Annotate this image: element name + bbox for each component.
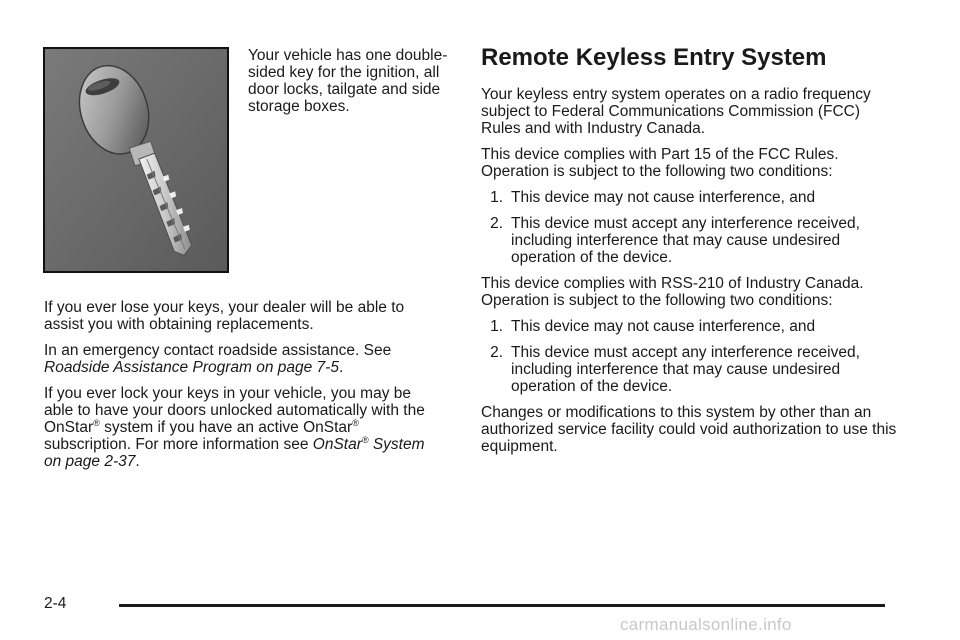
key-photo: [43, 47, 229, 273]
list-item: 1. This device may not cause interference, and: [490, 318, 816, 335]
footer-divider: [119, 604, 885, 607]
registered-mark: ®: [352, 418, 359, 428]
section-title: Remote Keyless Entry System: [481, 44, 827, 71]
lost-keys-paragraph: If you ever lose your keys, your dealer will be able to assist you with obtaining replacements.: [44, 299, 405, 333]
roadside-paragraph: In an emergency contact roadside assistance. See Roadside Assistance Program on page 7-5.: [44, 342, 392, 376]
left-column: [44, 299, 444, 479]
fcc-paragraph: This device complies with Part 15 of the FCC Rules. Operation is subject to the following two conditions:: [481, 146, 839, 180]
page-number: 2-4: [44, 595, 67, 612]
vehicle-key-icon: [45, 49, 227, 271]
modifications-paragraph: Changes or modifications to this system by other than an authorized service facility could void authorization to use this equipment.: [481, 404, 897, 455]
list-item: 1. This device may not cause interference, and: [490, 189, 816, 206]
frequency-paragraph: Your keyless entry system operates on a radio frequency subject to Federal Communications Commission (FCC) Rules and with Industry Canada.: [481, 86, 871, 137]
roadside-assistance-link[interactable]: Roadside Assistance Program on page 7-5: [44, 359, 339, 376]
intro-paragraph: Your vehicle has one double-sided key for the ignition, all door locks, tailgate and side storage boxes.: [248, 47, 448, 115]
rss-paragraph: This device complies with RSS-210 of Industry Canada. Operation is subject to the following two conditions:: [481, 275, 864, 309]
list-item: 2. This device must accept any interference received, including interference that may cause undesired operation of the device.: [490, 344, 860, 395]
right-column: [481, 44, 901, 464]
watermark: carmanualsonline.info: [620, 615, 792, 634]
rss-conditions-list: [481, 318, 901, 395]
onstar-paragraph: If you ever lock your keys in your vehicle, you may be able to have your doors unlocked automatically with the OnStar® system if you have an active OnStar® subscription. For more information see OnStar® System on page 2-37.: [44, 385, 425, 470]
fcc-conditions-list: [481, 189, 901, 266]
registered-mark: ®: [93, 418, 100, 428]
list-item: 2. This device must accept any interference received, including interference that may cause undesired operation of the device.: [490, 215, 860, 266]
onstar-system-link[interactable]: OnStar® System on page 2-37: [44, 435, 425, 470]
